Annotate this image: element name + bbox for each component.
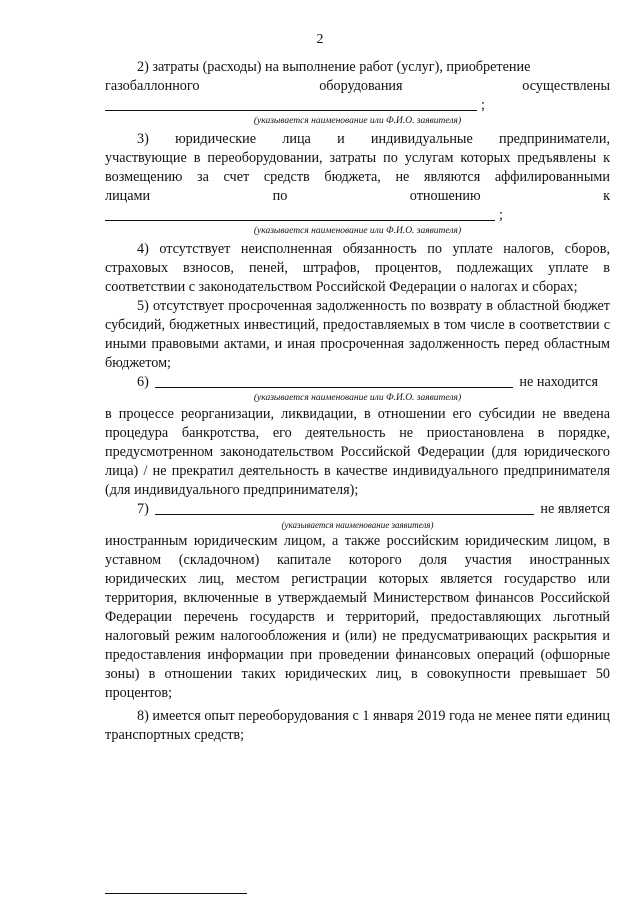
- item-3-word-2: по: [272, 188, 288, 204]
- item-6-fill-row: [105, 373, 610, 392]
- item-6-caption: (указывается наименование или Ф.И.О. заявителя): [253, 393, 462, 403]
- item-6-tail: не находится: [519, 374, 598, 390]
- item-3-semicolon: ;: [499, 207, 503, 223]
- item-2-semicolon: ;: [481, 97, 485, 113]
- item-2-fill-row: [105, 96, 610, 115]
- item-7-number: 7): [137, 501, 149, 517]
- item-7-fill-row: [105, 500, 610, 519]
- item-2-line1: 2) затраты (расходы) на выполнение работ (услуг), приобретение: [137, 59, 531, 75]
- item-6-fill-line: [155, 373, 514, 388]
- item-2-caption: (указывается наименование или Ф.И.О. заявителя): [253, 116, 462, 126]
- footnote-rule: [105, 893, 247, 894]
- item-3-fill-line: [105, 206, 495, 221]
- item-6-number: 6): [137, 374, 149, 390]
- page-number: 2: [316, 32, 324, 47]
- item-2-spread: [105, 77, 610, 96]
- item-7-fill-line: [155, 500, 535, 515]
- item-7-text: иностранным юридическим лицом, а также российским юридическим лицом, в уставном (складочном) капитале которого доля участия иностранных юридических лиц, местом регистрации которых является государство или территория, включенные в утверждаемый Министерством финансов Российской Федерации перечень государств и территорий, предоставляющих льготный налоговый режим налогообложения и (или) не предусматривающих раскрытия и предоставления информации при проведении финансовых операций (офшорные зоны) в отношении таких юридических лиц, в совокупности превышает 50 процентов;: [105, 533, 610, 701]
- item-3-spread: [105, 187, 610, 206]
- item-3-fill-row: [105, 206, 610, 225]
- item-2-word-2: оборудования: [319, 78, 403, 94]
- item-6-text: в процессе реорганизации, ликвидации, в отношении его субсидии не введена процедура банкротства, его деятельность не приостановлена в порядке, предусмотренном законодательством Российской Федерации (для юридического лица) / не прекратил деятельность в качестве индивидуального предпринимателя (для индивидуального предпринимателя);: [105, 406, 610, 498]
- item-5-text: 5) отсутствует просроченная задолженность по возврату в областной бюджет субсидий, бюджетных инвестиций, предоставляемых в том числе в соответствии с иными правовыми актами, и иная просроченная задолженность перед областным бюджетом;: [105, 298, 610, 371]
- item-3-word-4: к: [603, 188, 610, 204]
- item-3-word-1: лицами: [105, 188, 151, 204]
- item-3-line1: 3) юридические лица и индивидуальные предприниматели,: [137, 131, 610, 147]
- item-2-word-1: газобаллонного: [105, 78, 200, 94]
- item-2-fill-line: [105, 96, 477, 111]
- item-2-word-3: осуществлены: [522, 78, 610, 94]
- item-7-tail: не является: [540, 501, 610, 517]
- item-3-text: участвующие в переоборудовании, затраты по услугам которых предъявлены к возмещению за счет средств бюджета, не являются аффилированными: [105, 150, 610, 185]
- document-body: [105, 58, 610, 745]
- item-3-word-3: отношению: [409, 188, 481, 204]
- item-4-text: 4) отсутствует неисполненная обязанность по уплате налогов, сборов, страховых взносов, пеней, штрафов, процентов, подлежащих уплате в соответствии с законодательством Российской Федерации о налогах и сборах;: [105, 241, 610, 295]
- item-3-caption: (указывается наименование или Ф.И.О. заявителя): [253, 226, 462, 236]
- item-8-text: 8) имеется опыт переоборудования с 1 января 2019 года не менее пяти единиц транспортных средств;: [105, 708, 610, 743]
- item-7-caption: (указывается наименование заявителя): [281, 520, 434, 530]
